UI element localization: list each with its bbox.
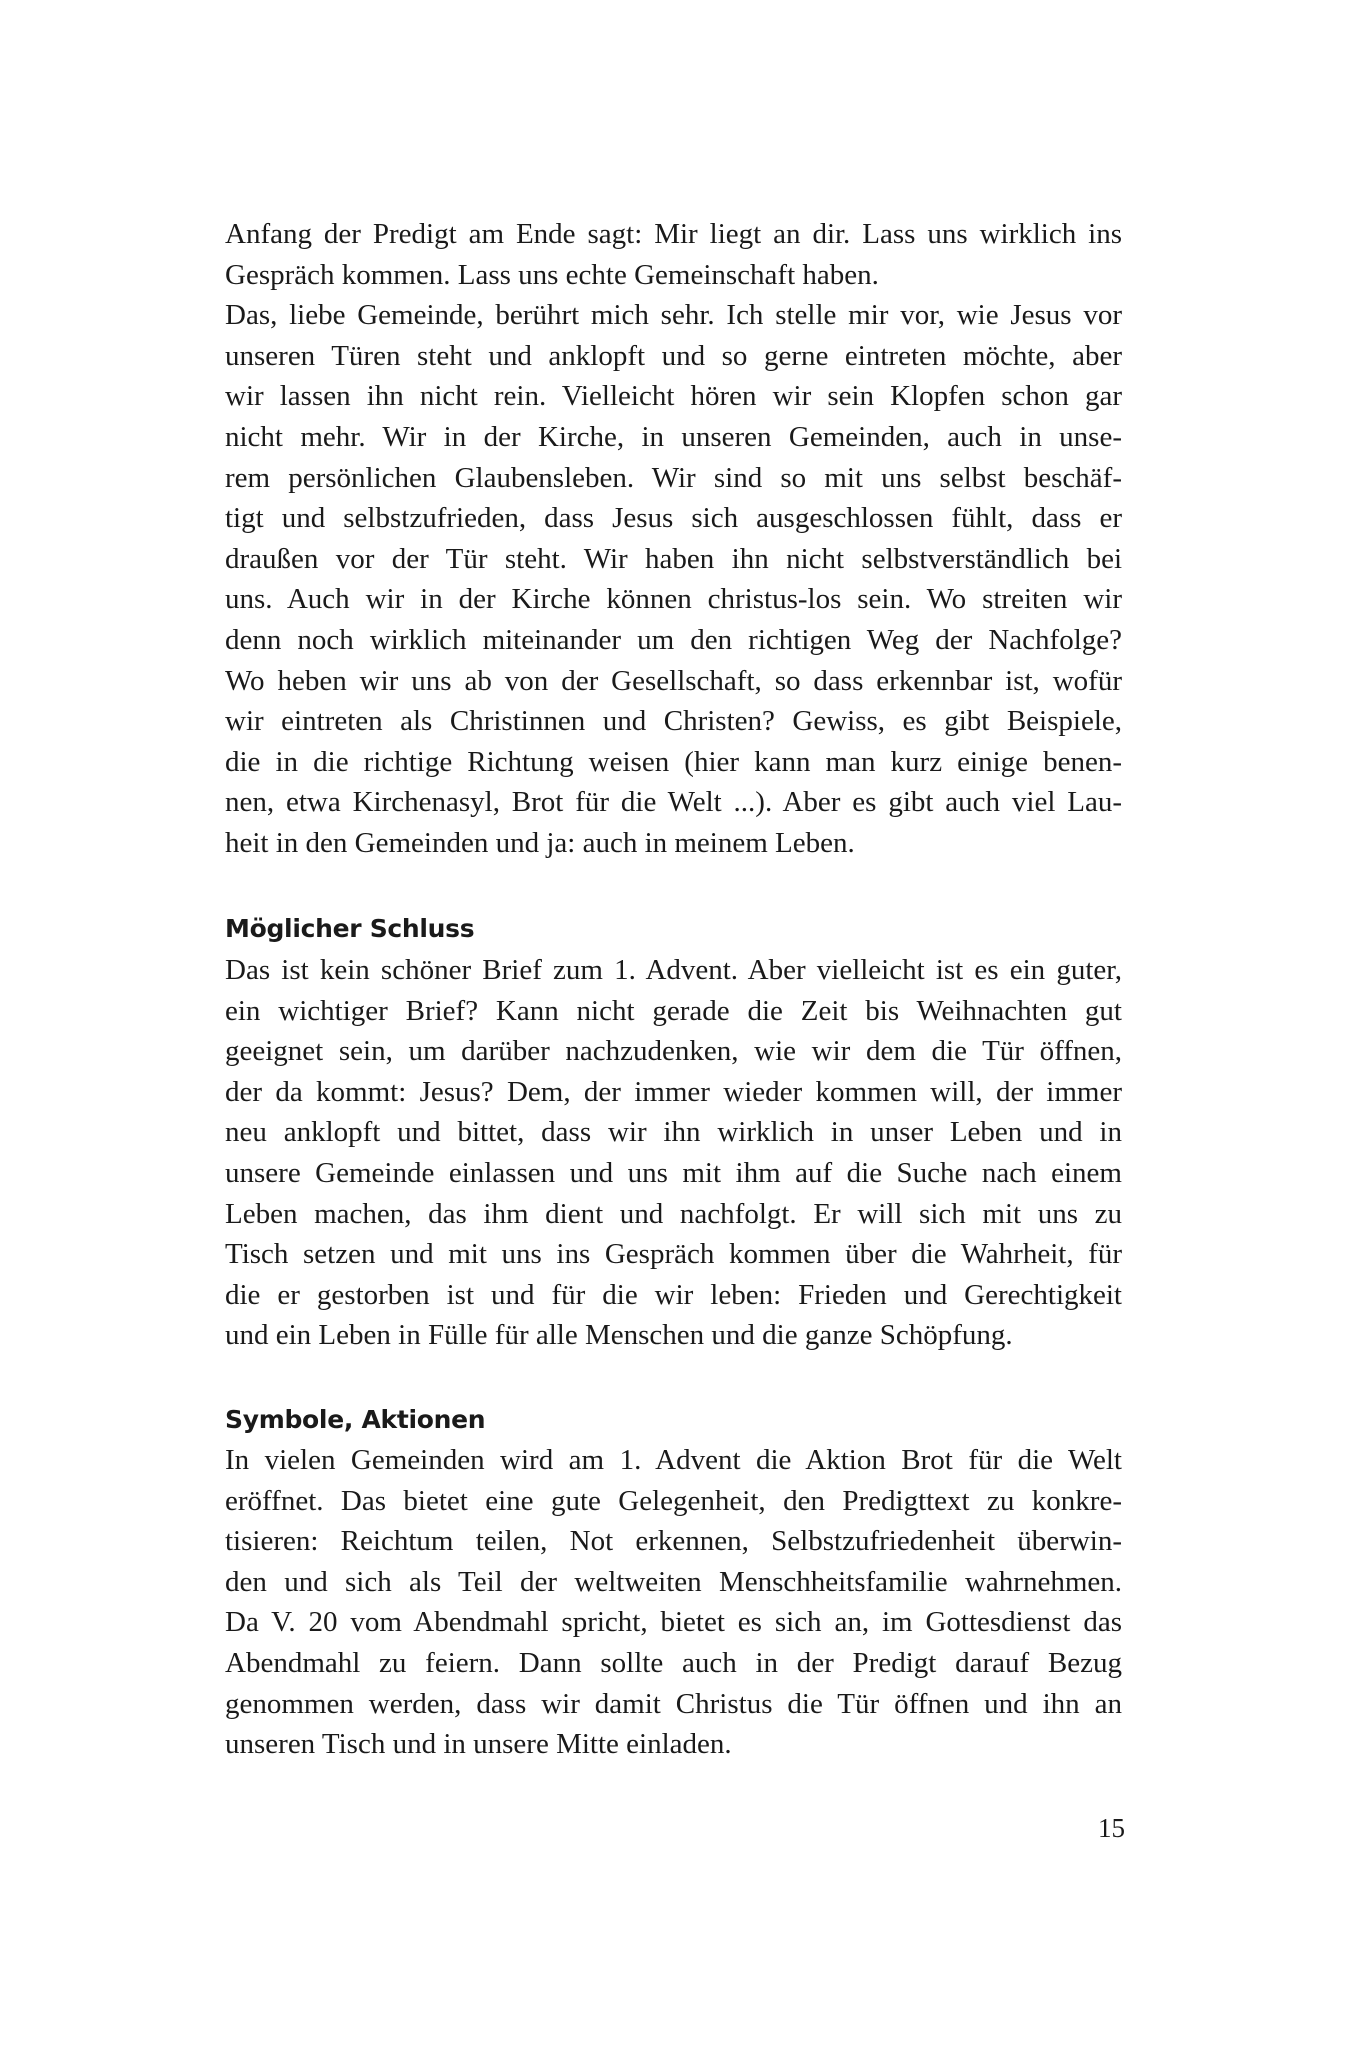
text-line: genommen werden, dass wir damit Christus die Tür öffnen und ihn an — [225, 1687, 1122, 1720]
text-line: wir eintreten als Christinnen und Christen? Gewiss, es gibt Beispiele, — [225, 705, 1122, 738]
section-heading-symbole-aktionen: Symbole, Aktionen — [225, 1405, 486, 1434]
page-number: 15 — [1098, 1813, 1125, 1843]
text-line: der da kommt: Jesus? Dem, der immer wieder kommen will, der immer — [225, 1075, 1122, 1108]
text-line: geeignet sein, um darüber nachzudenken, wie wir dem die Tür öffnen, — [225, 1035, 1122, 1068]
text-line: nicht mehr. Wir in der Kirche, in unseren Gemeinden, auch in unse- — [225, 420, 1122, 453]
text-line: die er gestorben ist und für die wir leben: Frieden und Gerechtigkeit — [225, 1278, 1122, 1311]
text-line: Gespräch kommen. Lass uns echte Gemeinschaft haben. — [225, 258, 879, 291]
text-line: die in die richtige Richtung weisen (hier kann man kurz einige benen- — [225, 745, 1122, 778]
section-heading-moeglicher-schluss: Möglicher Schluss — [225, 914, 475, 943]
text-line: Da V. 20 vom Abendmahl spricht, bietet es sich an, im Gottesdienst das — [225, 1606, 1122, 1639]
text-line: unseren Türen steht und anklopft und so gerne eintreten möchte, aber — [225, 339, 1122, 372]
text-line: eröffnet. Das bietet eine gute Gelegenheit, den Predigttext zu konkre- — [225, 1484, 1122, 1517]
text-line: nen, etwa Kirchenasyl, Brot für die Welt ...). Aber es gibt auch viel Lau- — [225, 786, 1122, 819]
text-line: tigt und selbstzufrieden, dass Jesus sich ausgeschlossen fühlt, dass er — [225, 502, 1122, 535]
text-line: unsere Gemeinde einlassen und uns mit ihm auf die Suche nach einem — [225, 1156, 1122, 1189]
text-line: heit in den Gemeinden und ja: auch in meinem Leben. — [225, 826, 855, 859]
text-line: In vielen Gemeinden wird am 1. Advent die Aktion Brot für die Welt — [225, 1444, 1122, 1476]
text-line: uns. Auch wir in der Kirche können christus-los sein. Wo streiten wir — [225, 583, 1122, 616]
text-line: Anfang der Predigt am Ende sagt: Mir liegt an dir. Lass uns wirklich ins — [225, 218, 1122, 250]
text-line: den und sich als Teil der weltweiten Menschheitsfamilie wahrnehmen. — [225, 1565, 1122, 1598]
paragraph-block-3 — [225, 1440, 1122, 1765]
text-line: tisieren: Reichtum teilen, Not erkennen, Selbstzufriedenheit überwin- — [225, 1525, 1122, 1558]
text-line: denn noch wirklich miteinander um den richtigen Weg der Nachfolge? — [225, 623, 1122, 656]
text-line: Abendmahl zu feiern. Dann sollte auch in der Predigt darauf Bezug — [225, 1646, 1122, 1679]
text-line: unseren Tisch und in unsere Mitte einladen. — [225, 1728, 732, 1761]
text-line: ein wichtiger Brief? Kann nicht gerade die Zeit bis Weihnachten gut — [225, 994, 1122, 1027]
text-line: neu anklopft und bittet, dass wir ihn wirklich in unser Leben und in — [225, 1116, 1122, 1149]
text-line: Leben machen, das ihm dient und nachfolgt. Er will sich mit uns zu — [225, 1197, 1122, 1230]
text-line: draußen vor der Tür steht. Wir haben ihn nicht selbstverständlich bei — [225, 542, 1122, 575]
text-line: Das ist kein schöner Brief zum 1. Advent. Aber vielleicht ist es ein guter, — [225, 954, 1122, 986]
paragraph-block-2 — [225, 950, 1122, 1356]
paragraph-block-1 — [225, 214, 1122, 864]
text-line: Tisch setzen und mit uns ins Gespräch kommen über die Wahrheit, für — [225, 1238, 1122, 1271]
text-line: rem persönlichen Glaubensleben. Wir sind so mit uns selbst beschäf- — [225, 461, 1122, 494]
text-line: Wo heben wir uns ab von der Gesellschaft, so dass erkennbar ist, wofür — [225, 664, 1122, 697]
text-line: und ein Leben in Fülle für alle Menschen und die ganze Schöpfung. — [225, 1319, 1013, 1352]
text-line: wir lassen ihn nicht rein. Vielleicht hören wir sein Klopfen schon gar — [225, 380, 1122, 413]
text-line: Das, liebe Gemeinde, berührt mich sehr. Ich stelle mir vor, wie Jesus vor — [225, 299, 1122, 332]
